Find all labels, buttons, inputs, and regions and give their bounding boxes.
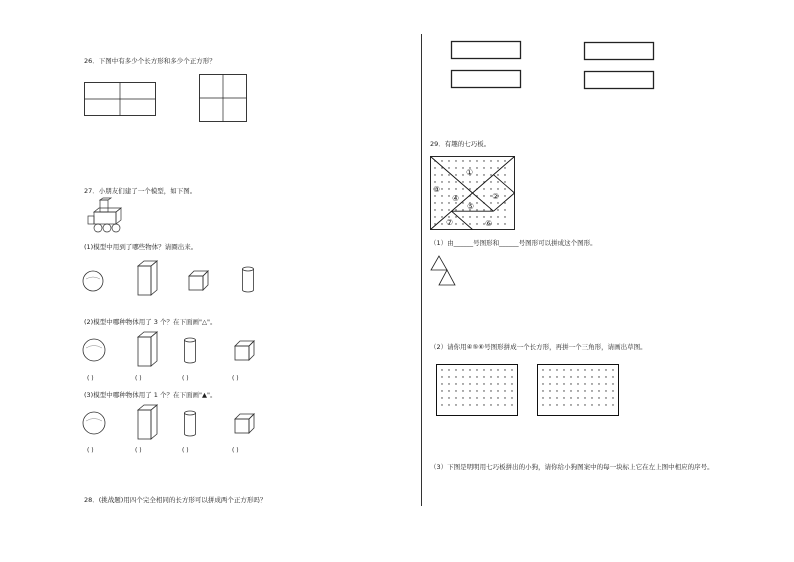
grid-dot xyxy=(497,209,498,210)
grid-dot xyxy=(462,188,463,189)
grid-dot xyxy=(591,369,592,370)
grid-dot xyxy=(584,369,585,370)
grid-dot xyxy=(441,397,442,398)
tangram-label: ⑥ xyxy=(485,219,493,228)
grid-dot xyxy=(584,383,585,384)
tangram-label: ⑤ xyxy=(467,202,475,211)
grid-dot xyxy=(511,404,512,405)
grid-dot xyxy=(490,397,491,398)
grid-dot xyxy=(455,383,456,384)
grid-dot xyxy=(549,390,550,391)
grid-dot xyxy=(542,397,543,398)
grid-dot xyxy=(490,376,491,377)
grid-dot xyxy=(497,181,498,182)
grid-dot xyxy=(448,383,449,384)
grid-dot xyxy=(556,369,557,370)
grid-dot xyxy=(469,188,470,189)
grid-dot xyxy=(504,397,505,398)
grid-dot xyxy=(570,376,571,377)
grid-dot xyxy=(434,223,435,224)
grid-dot xyxy=(455,376,456,377)
cube-shape xyxy=(234,340,256,362)
grid-dot xyxy=(462,223,463,224)
tangram-label: ① xyxy=(466,168,474,177)
grid-dot xyxy=(497,404,498,405)
grid-dot xyxy=(462,216,463,217)
cylinder-shape xyxy=(183,410,197,438)
grid-dot xyxy=(497,223,498,224)
q29-sub1: （1）由______号图形和______号图形可以拼成这个图形。 xyxy=(430,239,597,247)
grid-dot xyxy=(448,188,449,189)
grid-dot xyxy=(483,383,484,384)
grid-dot xyxy=(448,209,449,210)
grid-dot xyxy=(490,390,491,391)
grid-dot xyxy=(584,390,585,391)
dot-grid-1[interactable] xyxy=(436,364,518,416)
grid-dot xyxy=(511,383,512,384)
grid-dot xyxy=(434,167,435,168)
grid-dot xyxy=(448,195,449,196)
grid-dot xyxy=(448,376,449,377)
grid-dot xyxy=(490,404,491,405)
grid-dot xyxy=(497,188,498,189)
grid-dot xyxy=(504,216,505,217)
grid-dot xyxy=(490,167,491,168)
grid-dot xyxy=(542,383,543,384)
grid-dot xyxy=(476,202,477,203)
grid-dot xyxy=(434,202,435,203)
q27-model-picture xyxy=(86,198,126,236)
answer-blank[interactable]: ( ) xyxy=(135,447,142,454)
grid-dot xyxy=(476,174,477,175)
grid-dot xyxy=(612,390,613,391)
grid-dot xyxy=(483,397,484,398)
answer-rectangle xyxy=(451,70,521,88)
grid-dot xyxy=(483,188,484,189)
grid-dot xyxy=(497,167,498,168)
grid-dot xyxy=(497,376,498,377)
cube-shape xyxy=(188,270,210,292)
grid-dot xyxy=(455,404,456,405)
grid-dot xyxy=(441,174,442,175)
answer-blank[interactable]: ( ) xyxy=(87,375,94,382)
grid-dot xyxy=(483,390,484,391)
grid-dot xyxy=(605,390,606,391)
tall-cuboid-shape xyxy=(137,404,159,440)
grid-dot xyxy=(434,181,435,182)
grid-dot xyxy=(469,390,470,391)
grid-dot xyxy=(504,181,505,182)
grid-dot xyxy=(504,404,505,405)
grid-dot xyxy=(504,383,505,384)
grid-dot xyxy=(504,167,505,168)
answer-blank[interactable]: ( ) xyxy=(87,447,94,454)
grid-dot xyxy=(455,369,456,370)
grid-dot xyxy=(441,369,442,370)
grid-dot xyxy=(490,369,491,370)
grid-dot xyxy=(448,167,449,168)
grid-dot xyxy=(448,181,449,182)
grid-dot xyxy=(570,404,571,405)
grid-dot xyxy=(542,369,543,370)
grid-dot xyxy=(556,383,557,384)
grid-dot xyxy=(605,397,606,398)
grid-dot xyxy=(497,397,498,398)
tangram-label: ③ xyxy=(433,185,441,194)
grid-dot xyxy=(483,369,484,370)
grid-dot xyxy=(469,223,470,224)
grid-dot xyxy=(455,167,456,168)
grid-dot xyxy=(441,160,442,161)
grid-dot xyxy=(441,404,442,405)
grid-dot xyxy=(476,383,477,384)
grid-dot xyxy=(483,209,484,210)
sphere-shape xyxy=(82,270,104,292)
grid-dot xyxy=(605,383,606,384)
grid-dot xyxy=(469,181,470,182)
grid-dot xyxy=(441,181,442,182)
grid-dot xyxy=(469,376,470,377)
grid-dot xyxy=(476,397,477,398)
grid-dot xyxy=(462,195,463,196)
grid-dot xyxy=(497,216,498,217)
answer-rectangle xyxy=(584,42,654,60)
grid-dot xyxy=(511,397,512,398)
grid-dot xyxy=(570,369,571,370)
grid-dot xyxy=(549,369,550,370)
grid-dot xyxy=(448,404,449,405)
grid-dot xyxy=(598,404,599,405)
grid-dot xyxy=(441,188,442,189)
grid-dot xyxy=(542,404,543,405)
tall-cuboid-shape xyxy=(137,260,159,296)
grid-dot xyxy=(570,390,571,391)
grid-dot xyxy=(483,167,484,168)
grid-dot xyxy=(448,397,449,398)
grid-dot xyxy=(584,376,585,377)
grid-dot xyxy=(504,369,505,370)
grid-dot xyxy=(448,174,449,175)
q26-rectangle-figure xyxy=(84,82,156,116)
grid-dot xyxy=(612,376,613,377)
grid-dot xyxy=(511,390,512,391)
grid-dot xyxy=(556,390,557,391)
grid-dot xyxy=(490,181,491,182)
grid-dot xyxy=(462,397,463,398)
grid-dot xyxy=(504,390,505,391)
grid-dot xyxy=(476,160,477,161)
grid-dot xyxy=(598,376,599,377)
grid-dot xyxy=(504,202,505,203)
grid-dot xyxy=(469,216,470,217)
grid-dot xyxy=(504,223,505,224)
grid-dot xyxy=(462,160,463,161)
q29-sub3: （3）下图是明明用七巧板拼出的小狗，请你给小狗图案中的每一块标上它在左上图中相应的序号。 xyxy=(430,463,714,471)
grid-dot xyxy=(490,174,491,175)
grid-dot xyxy=(455,188,456,189)
grid-dot xyxy=(577,390,578,391)
tall-cuboid-shape xyxy=(137,331,159,367)
grid-dot xyxy=(476,181,477,182)
cylinder-shape xyxy=(183,337,197,365)
triangles-figure xyxy=(430,255,456,287)
grid-dot xyxy=(605,376,606,377)
q27-sub2: (2)模型中哪种物体用了 3 个？在下面画"△"。 xyxy=(84,318,217,326)
grid-dot xyxy=(462,181,463,182)
q27-text: 27．小朋友们建了一个模型，如下图。 xyxy=(84,187,197,195)
grid-dot xyxy=(455,181,456,182)
grid-dot xyxy=(483,216,484,217)
grid-dot xyxy=(591,383,592,384)
grid-dot xyxy=(497,383,498,384)
grid-dot xyxy=(542,376,543,377)
q26-text: 26．下图中有多少个长方形和多少个正方形？ xyxy=(84,57,216,65)
grid-dot xyxy=(455,397,456,398)
tangram-label: ④ xyxy=(452,194,460,203)
grid-dot xyxy=(455,223,456,224)
q27-sub1: (1)模型中用到了哪些物体？请圈出来。 xyxy=(84,243,198,251)
answer-rectangle xyxy=(451,41,521,59)
grid-dot xyxy=(476,216,477,217)
grid-dot xyxy=(577,397,578,398)
cylinder-shape xyxy=(241,266,255,294)
answer-blank[interactable]: ( ) xyxy=(232,375,239,382)
grid-dot xyxy=(448,160,449,161)
grid-dot xyxy=(441,195,442,196)
grid-dot xyxy=(549,376,550,377)
sphere-shape xyxy=(82,338,106,362)
grid-dot xyxy=(563,390,564,391)
q26-square-figure xyxy=(199,74,247,122)
q29-sub2: （2）请你用④⑤⑥号图形拼成一个长方形，再拼一个三角形，请画出草图。 xyxy=(430,343,647,351)
grid-dot xyxy=(570,383,571,384)
grid-dot xyxy=(476,369,477,370)
grid-dot xyxy=(469,383,470,384)
grid-dot xyxy=(490,188,491,189)
grid-dot xyxy=(591,397,592,398)
grid-dot xyxy=(455,209,456,210)
grid-dot xyxy=(563,404,564,405)
grid-dot xyxy=(497,202,498,203)
grid-dot xyxy=(483,376,484,377)
grid-dot xyxy=(490,383,491,384)
grid-dot xyxy=(469,397,470,398)
answer-blank[interactable]: ( ) xyxy=(182,447,189,454)
grid-dot xyxy=(490,202,491,203)
grid-dot xyxy=(441,390,442,391)
grid-dot xyxy=(476,404,477,405)
grid-dot xyxy=(497,160,498,161)
q29-text: 29．有趣的七巧板。 xyxy=(430,140,491,148)
tangram-label: ⑦ xyxy=(446,218,454,227)
tangram-label: ② xyxy=(492,192,500,201)
grid-dot xyxy=(448,369,449,370)
grid-dot xyxy=(469,369,470,370)
grid-dot xyxy=(455,390,456,391)
grid-dot xyxy=(605,369,606,370)
grid-dot xyxy=(577,383,578,384)
grid-dot xyxy=(434,195,435,196)
grid-dot xyxy=(483,195,484,196)
grid-dot xyxy=(462,209,463,210)
grid-dot xyxy=(441,383,442,384)
grid-dot xyxy=(504,195,505,196)
cube-shape xyxy=(234,413,256,435)
grid-dot xyxy=(476,376,477,377)
grid-dot xyxy=(584,397,585,398)
dot-grid-2[interactable] xyxy=(537,364,619,416)
grid-dot xyxy=(577,404,578,405)
grid-dot xyxy=(612,383,613,384)
grid-dot xyxy=(612,404,613,405)
grid-dot xyxy=(441,202,442,203)
grid-dot xyxy=(476,390,477,391)
grid-dot xyxy=(455,216,456,217)
grid-dot xyxy=(455,174,456,175)
grid-dot xyxy=(598,383,599,384)
grid-dot xyxy=(504,160,505,161)
q28-text: 28．(挑战题)用四个完全相同的长方形可以拼成两个正方形吗？ xyxy=(84,496,267,504)
grid-dot xyxy=(577,376,578,377)
answer-blank[interactable]: ( ) xyxy=(182,375,189,382)
grid-dot xyxy=(612,369,613,370)
grid-dot xyxy=(549,383,550,384)
grid-dot xyxy=(497,390,498,391)
grid-dot xyxy=(441,376,442,377)
grid-dot xyxy=(455,160,456,161)
grid-dot xyxy=(584,404,585,405)
grid-dot xyxy=(504,209,505,210)
grid-dot xyxy=(497,369,498,370)
grid-dot xyxy=(462,202,463,203)
grid-dot xyxy=(462,174,463,175)
grid-dot xyxy=(612,397,613,398)
grid-dot xyxy=(504,376,505,377)
q27-sub3: (3)模型中哪种物体用了 1 个？在下面画"▲"。 xyxy=(84,391,217,399)
grid-dot xyxy=(556,397,557,398)
grid-dot xyxy=(577,369,578,370)
grid-dot xyxy=(434,174,435,175)
answer-blank[interactable]: ( ) xyxy=(135,375,142,382)
grid-dot xyxy=(504,188,505,189)
grid-dot xyxy=(549,397,550,398)
grid-dot xyxy=(504,174,505,175)
grid-dot xyxy=(483,404,484,405)
grid-dot xyxy=(556,404,557,405)
grid-dot xyxy=(441,209,442,210)
grid-dot xyxy=(483,174,484,175)
grid-dot xyxy=(563,397,564,398)
grid-dot xyxy=(434,216,435,217)
grid-dot xyxy=(476,223,477,224)
answer-rectangle xyxy=(584,71,654,89)
grid-dot xyxy=(605,404,606,405)
grid-dot xyxy=(591,404,592,405)
grid-dot xyxy=(563,369,564,370)
grid-dot xyxy=(462,383,463,384)
grid-dot xyxy=(448,202,449,203)
grid-dot xyxy=(511,376,512,377)
grid-dot xyxy=(591,390,592,391)
grid-dot xyxy=(441,216,442,217)
grid-dot xyxy=(469,160,470,161)
grid-dot xyxy=(497,174,498,175)
grid-dot xyxy=(476,209,477,210)
grid-dot xyxy=(462,376,463,377)
grid-dot xyxy=(462,404,463,405)
answer-blank[interactable]: ( ) xyxy=(232,447,239,454)
grid-dot xyxy=(542,390,543,391)
grid-dot xyxy=(490,216,491,217)
grid-dot xyxy=(598,369,599,370)
grid-dot xyxy=(483,160,484,161)
grid-dot xyxy=(549,404,550,405)
grid-dot xyxy=(434,209,435,210)
grid-dot xyxy=(511,369,512,370)
grid-dot xyxy=(462,390,463,391)
grid-dot xyxy=(563,383,564,384)
grid-dot xyxy=(490,160,491,161)
grid-dot xyxy=(462,167,463,168)
grid-dot xyxy=(598,397,599,398)
grid-dot xyxy=(570,397,571,398)
grid-dot xyxy=(563,376,564,377)
sphere-shape xyxy=(82,411,106,435)
grid-dot xyxy=(462,369,463,370)
column-divider xyxy=(421,34,422,506)
grid-dot xyxy=(598,390,599,391)
grid-dot xyxy=(441,223,442,224)
tangram-figure xyxy=(430,156,515,230)
grid-dot xyxy=(476,167,477,168)
grid-dot xyxy=(469,404,470,405)
grid-dot xyxy=(556,376,557,377)
grid-dot xyxy=(591,376,592,377)
grid-dot xyxy=(448,390,449,391)
